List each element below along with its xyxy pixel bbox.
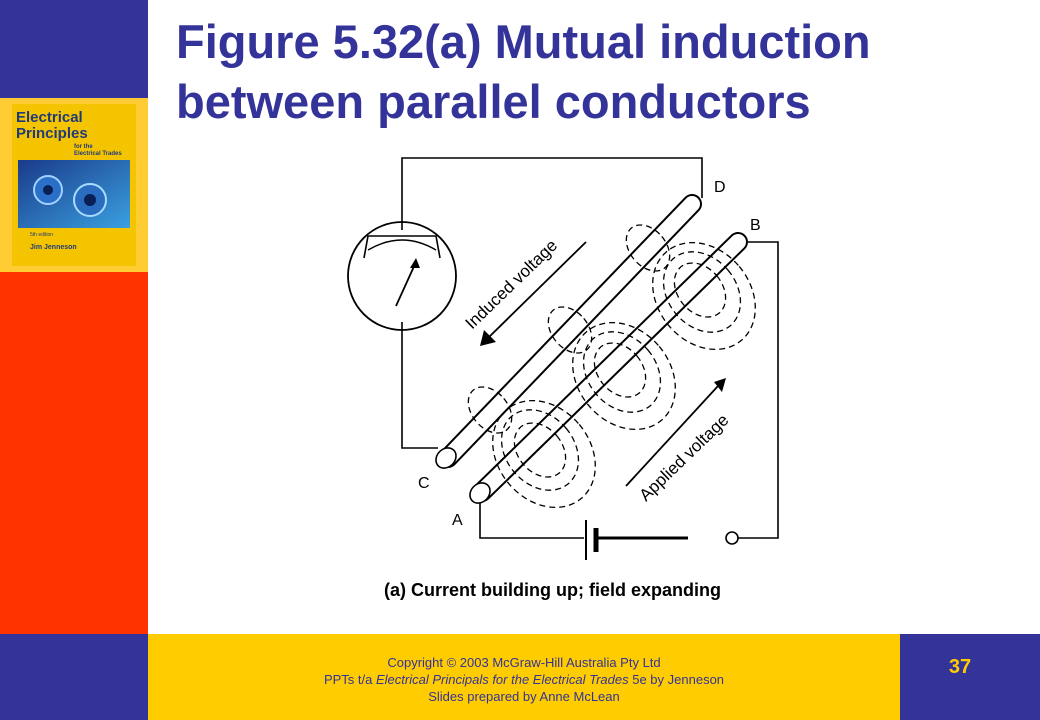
page-title: [176, 12, 1016, 132]
book-title: [16, 110, 88, 142]
label-b: B: [750, 217, 761, 234]
switch-contact-icon: [726, 532, 738, 544]
label-c: C: [418, 475, 430, 492]
applied-voltage-label: Applied voltage: [635, 410, 733, 505]
galvanometer-icon: [348, 222, 456, 330]
label-d: D: [714, 179, 726, 196]
left-red-bar: [0, 272, 148, 634]
footer-left-block: [0, 634, 148, 720]
battery-icon: [586, 520, 596, 560]
mutual-induction-diagram: [330, 150, 800, 570]
book-sub2: Electrical Trades: [74, 151, 122, 157]
wire-top: [402, 158, 702, 230]
book-cover-inner: [12, 104, 136, 266]
book-cover-photo: [18, 160, 130, 228]
footer-line1: Copyright © 2003 McGraw-Hill Australia Pty Ltd: [387, 655, 661, 670]
book-subtitle: [74, 144, 122, 158]
wire-right: [732, 242, 778, 538]
title-line1: Figure 5.32(a) Mutual induction: [176, 15, 871, 68]
book-author: Jim Jenneson: [30, 244, 77, 251]
book-sub1: for the: [74, 144, 93, 150]
footer-line2-book: Electrical Principals for the Electrical Trades: [376, 672, 629, 687]
footer-line2-suffix: 5e by Jenneson: [628, 672, 725, 687]
page-number: 37: [948, 656, 972, 678]
title-line2: between parallel conductors: [176, 75, 811, 128]
footer-line3: Slides prepared by Anne McLean: [428, 689, 620, 704]
figure-caption: (a) Current building up; field expanding: [384, 580, 721, 600]
label-a: A: [452, 512, 463, 529]
book-title-line2: Principles: [16, 125, 88, 142]
wire-bottom: [480, 490, 584, 538]
left-top-bar: [0, 0, 148, 98]
wire-left: [402, 322, 438, 448]
book-title-line1: Electrical: [16, 109, 83, 126]
footer-copyright: [148, 654, 900, 705]
footer-line2: [148, 671, 900, 688]
footer-line2-prefix: PPTs t/a: [323, 672, 376, 687]
book-edition: 5th edition: [30, 232, 54, 238]
book-cover: [0, 98, 148, 272]
induced-voltage-label: Induced voltage: [461, 235, 562, 333]
